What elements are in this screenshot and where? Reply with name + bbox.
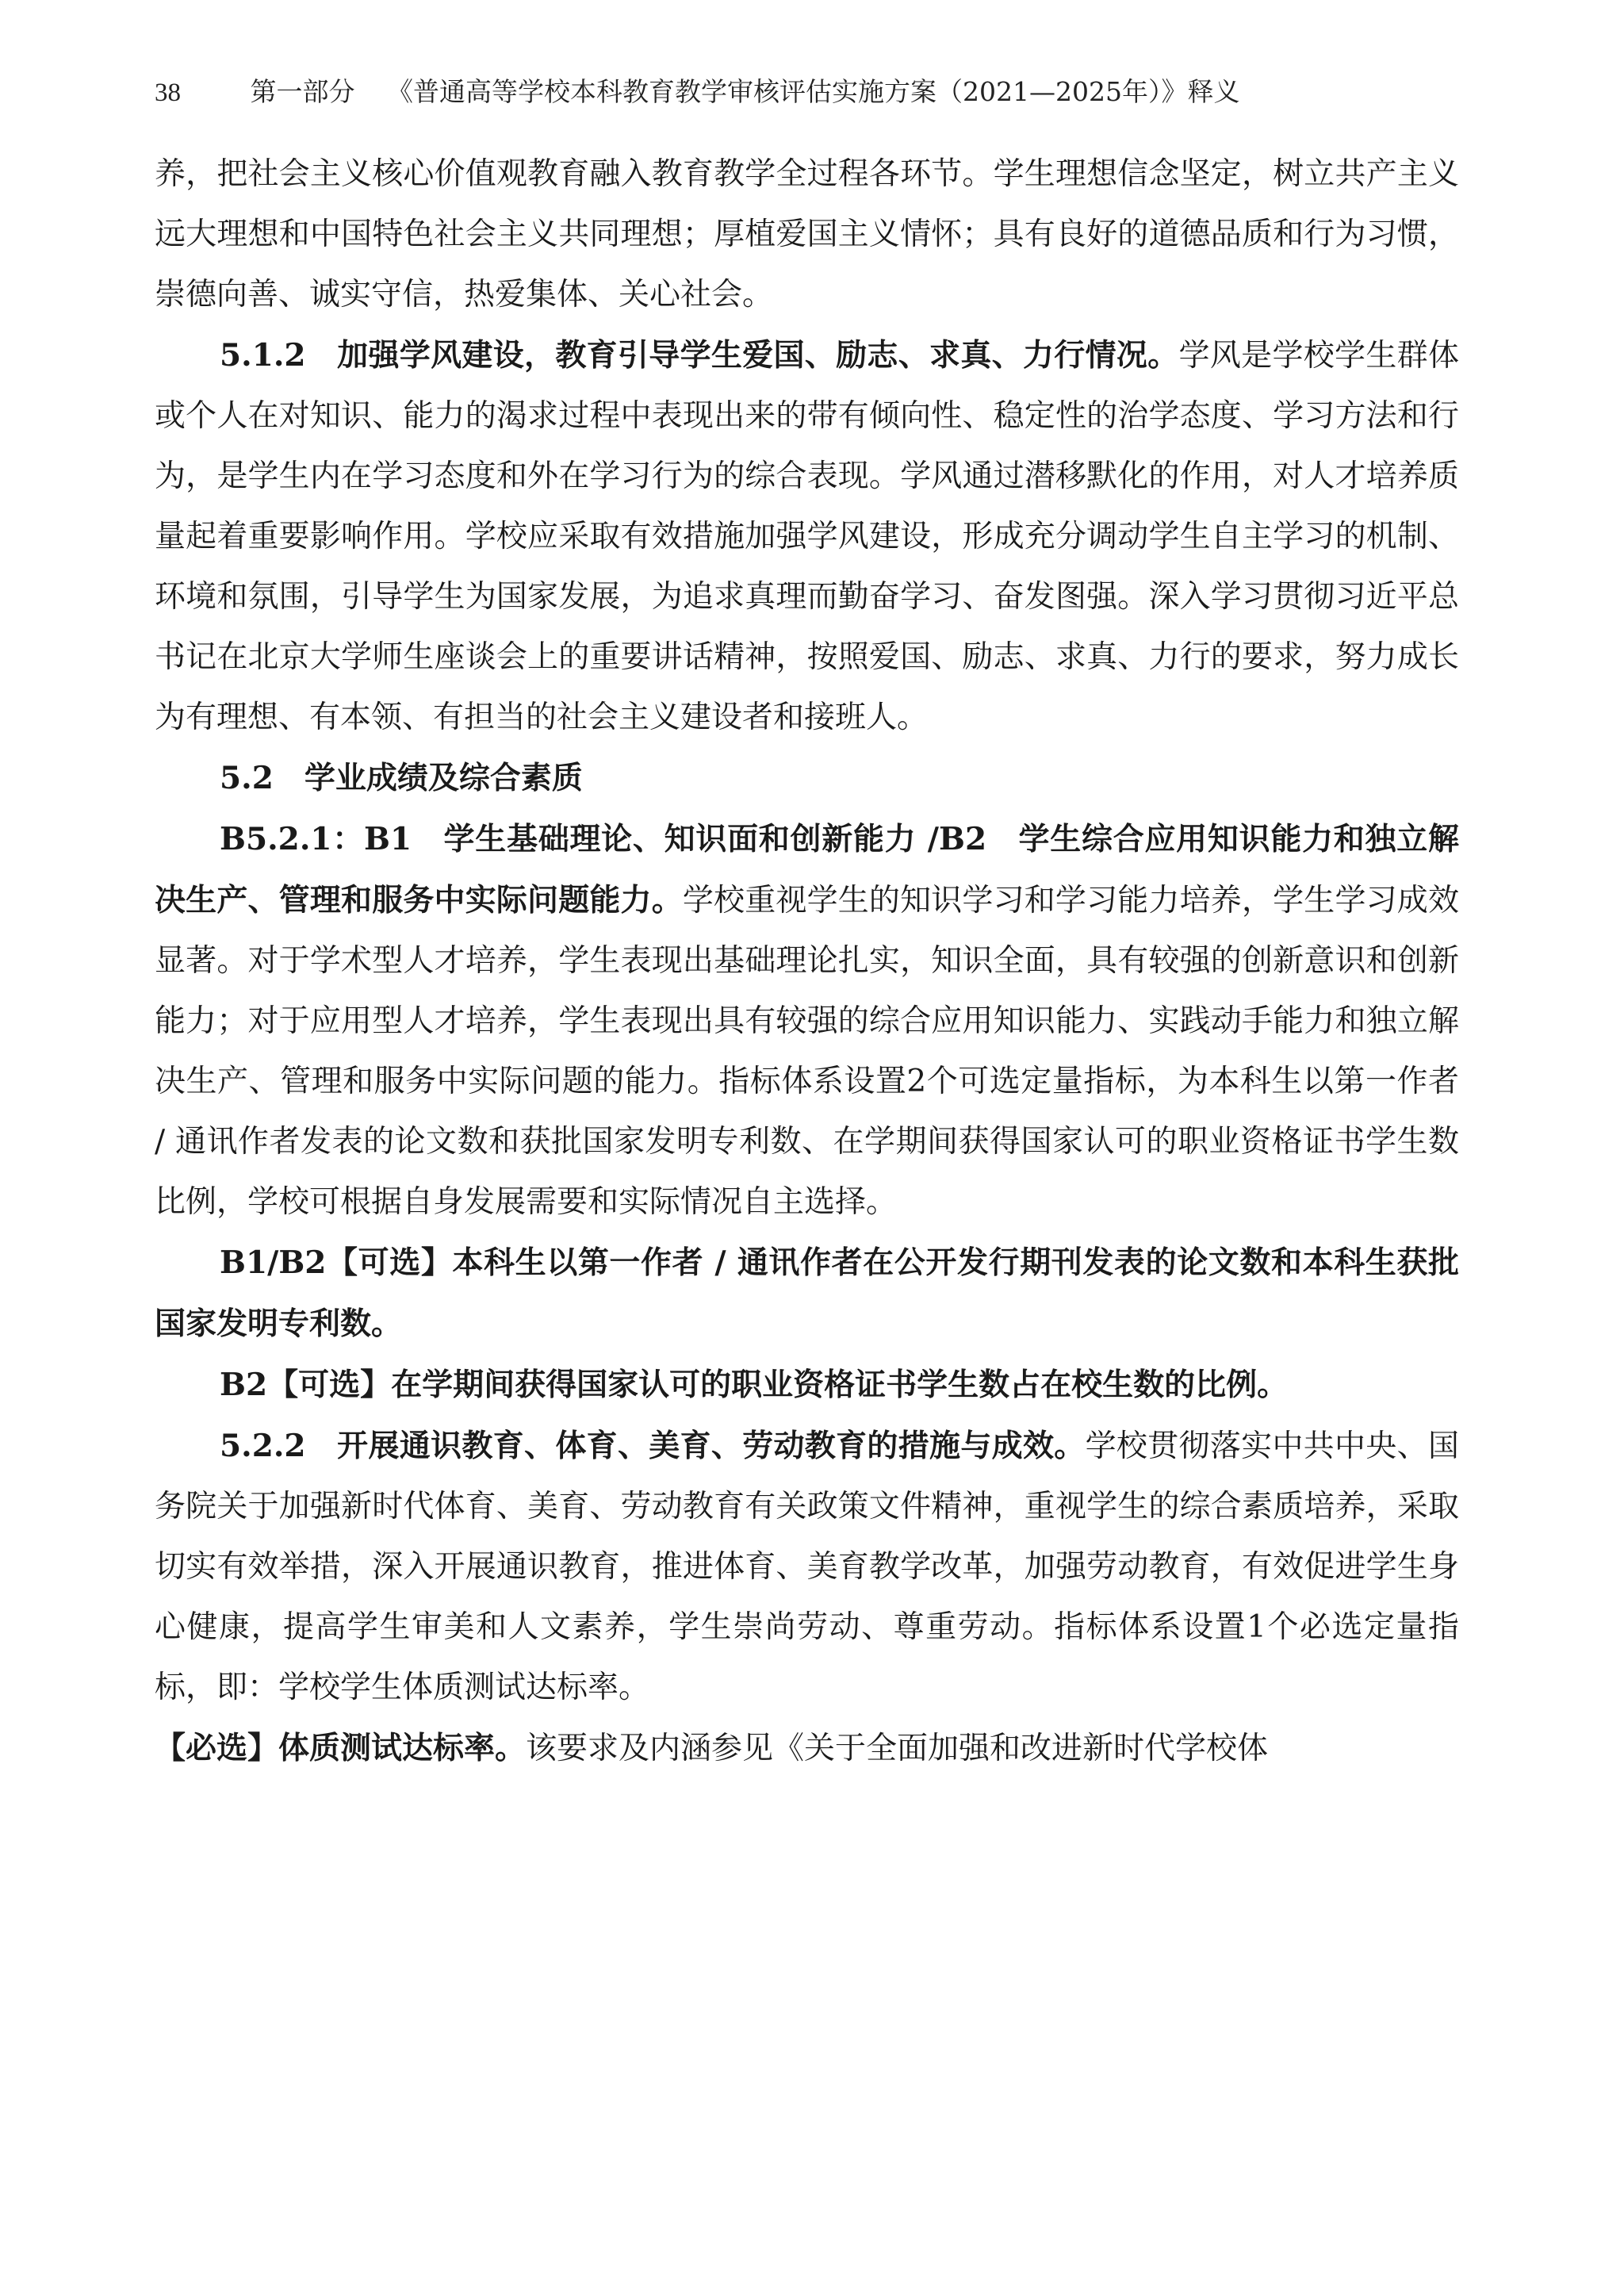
paragraph-heading: 【必选】体质测试达标率。	[155, 1730, 527, 1766]
paragraph-text: 养，把社会主义核心价值观教育融入教育教学全过程各环节。学生理想信念坚定，树立共产主义远大理想和中国特色社会主义共同理想；厚植爱国主义情怀；具有良好的道德品质和行为习惯，崇德向善、诚实守信，热爱集体、关心社会。	[155, 156, 1459, 313]
paragraph-b5-2-1	[155, 809, 1459, 1233]
paragraph-heading: 5.2.2 开展通识教育、体育、美育、劳动教育的措施与成效。	[220, 1428, 1086, 1464]
indicator-b1-b2	[155, 1233, 1459, 1355]
indicator-text: B2【可选】在学期间获得国家认可的职业资格证书学生数占在校生数的比例。	[220, 1367, 1289, 1403]
paragraph-5-1-2	[155, 325, 1459, 748]
indicator-text: B1/B2【可选】本科生以第一作者 / 通讯作者在公开发行期刊发表的论文数和本科生获批国家发明专利数。	[155, 1244, 1459, 1342]
page-header	[155, 73, 1487, 111]
header-section: 第一部分	[250, 76, 355, 107]
document-body	[155, 144, 1459, 1779]
page-number: 38	[155, 79, 181, 107]
paragraph-continuation	[155, 144, 1459, 325]
section-heading: 5.2 学业成绩及综合素质	[220, 760, 583, 796]
paragraph-text: 学校贯彻落实中共中央、国务院关于加强新时代体育、美育、劳动教育有关政策文件精神，重视学生的综合素质培养，采取切实有效举措，深入开展通识教育，推进体育、美育教学改革，加强劳动教育，有效促进学生身心健康，提高学生审美和人文素养，学生崇尚劳动、尊重劳动。指标体系设置1个必选定量指标，即：学校学生体质测试达标率。	[155, 1428, 1459, 1705]
indicator-b2	[155, 1355, 1459, 1416]
paragraph-text: 学校重视学生的知识学习和学习能力培养，学生学习成效显著。对于学术型人才培养，学生表现出基础理论扎实，知识全面，具有较强的创新意识和创新能力；对于应用型人才培养，学生表现出具有较强的综合应用知识能力、实践动手能力和独立解决生产、管理和服务中实际问题的能力。指标体系设置2个可选定量指标，为本科生以第一作者 / 通讯作者发表的论文数和获批国家发明专利数、在学期间获得国家认可的职业资格证书学生数比例，学校可根据自身发展需要和实际情况自主选择。	[155, 883, 1459, 1220]
paragraph-5-2-2	[155, 1416, 1459, 1718]
paragraph-text: 学风是学校学生群体或个人在对知识、能力的渴求过程中表现出来的带有倾向性、稳定性的治学态度、学习方法和行为，是学生内在学习态度和外在学习行为的综合表现。学风通过潜移默化的作用，对人才培养质量起着重要影响作用。学校应采取有效措施加强学风建设，形成充分调动学生自主学习的机制、环境和氛围，引导学生为国家发展，为追求真理而勤奋学习、奋发图强。深入学习贯彻习近平总书记在北京大学师生座谈会上的重要讲话精神，按照爱国、励志、求真、力行的要求，努力成长为有理想、有本领、有担当的社会主义建设者和接班人。	[155, 338, 1459, 735]
paragraph-heading: 5.1.2 加强学风建设，教育引导学生爱国、励志、求真、力行情况。	[220, 337, 1179, 374]
paragraph-text: 该要求及内涵参见《关于全面加强和改进新时代学校体	[526, 1731, 1269, 1766]
paragraph-heading: B5.2.1：B1 学生基础理论、知识面和创新能力 /B2 学生综合应用知识能力和独立解决生产、管理和服务中实际问题能力。	[155, 821, 1459, 918]
header-title: 《普通高等学校本科教育教学审核评估实施方案（2021—2025年）》释义	[387, 76, 1240, 107]
paragraph-required-indicator	[155, 1718, 1459, 1779]
section-heading-5-2	[155, 748, 1459, 809]
